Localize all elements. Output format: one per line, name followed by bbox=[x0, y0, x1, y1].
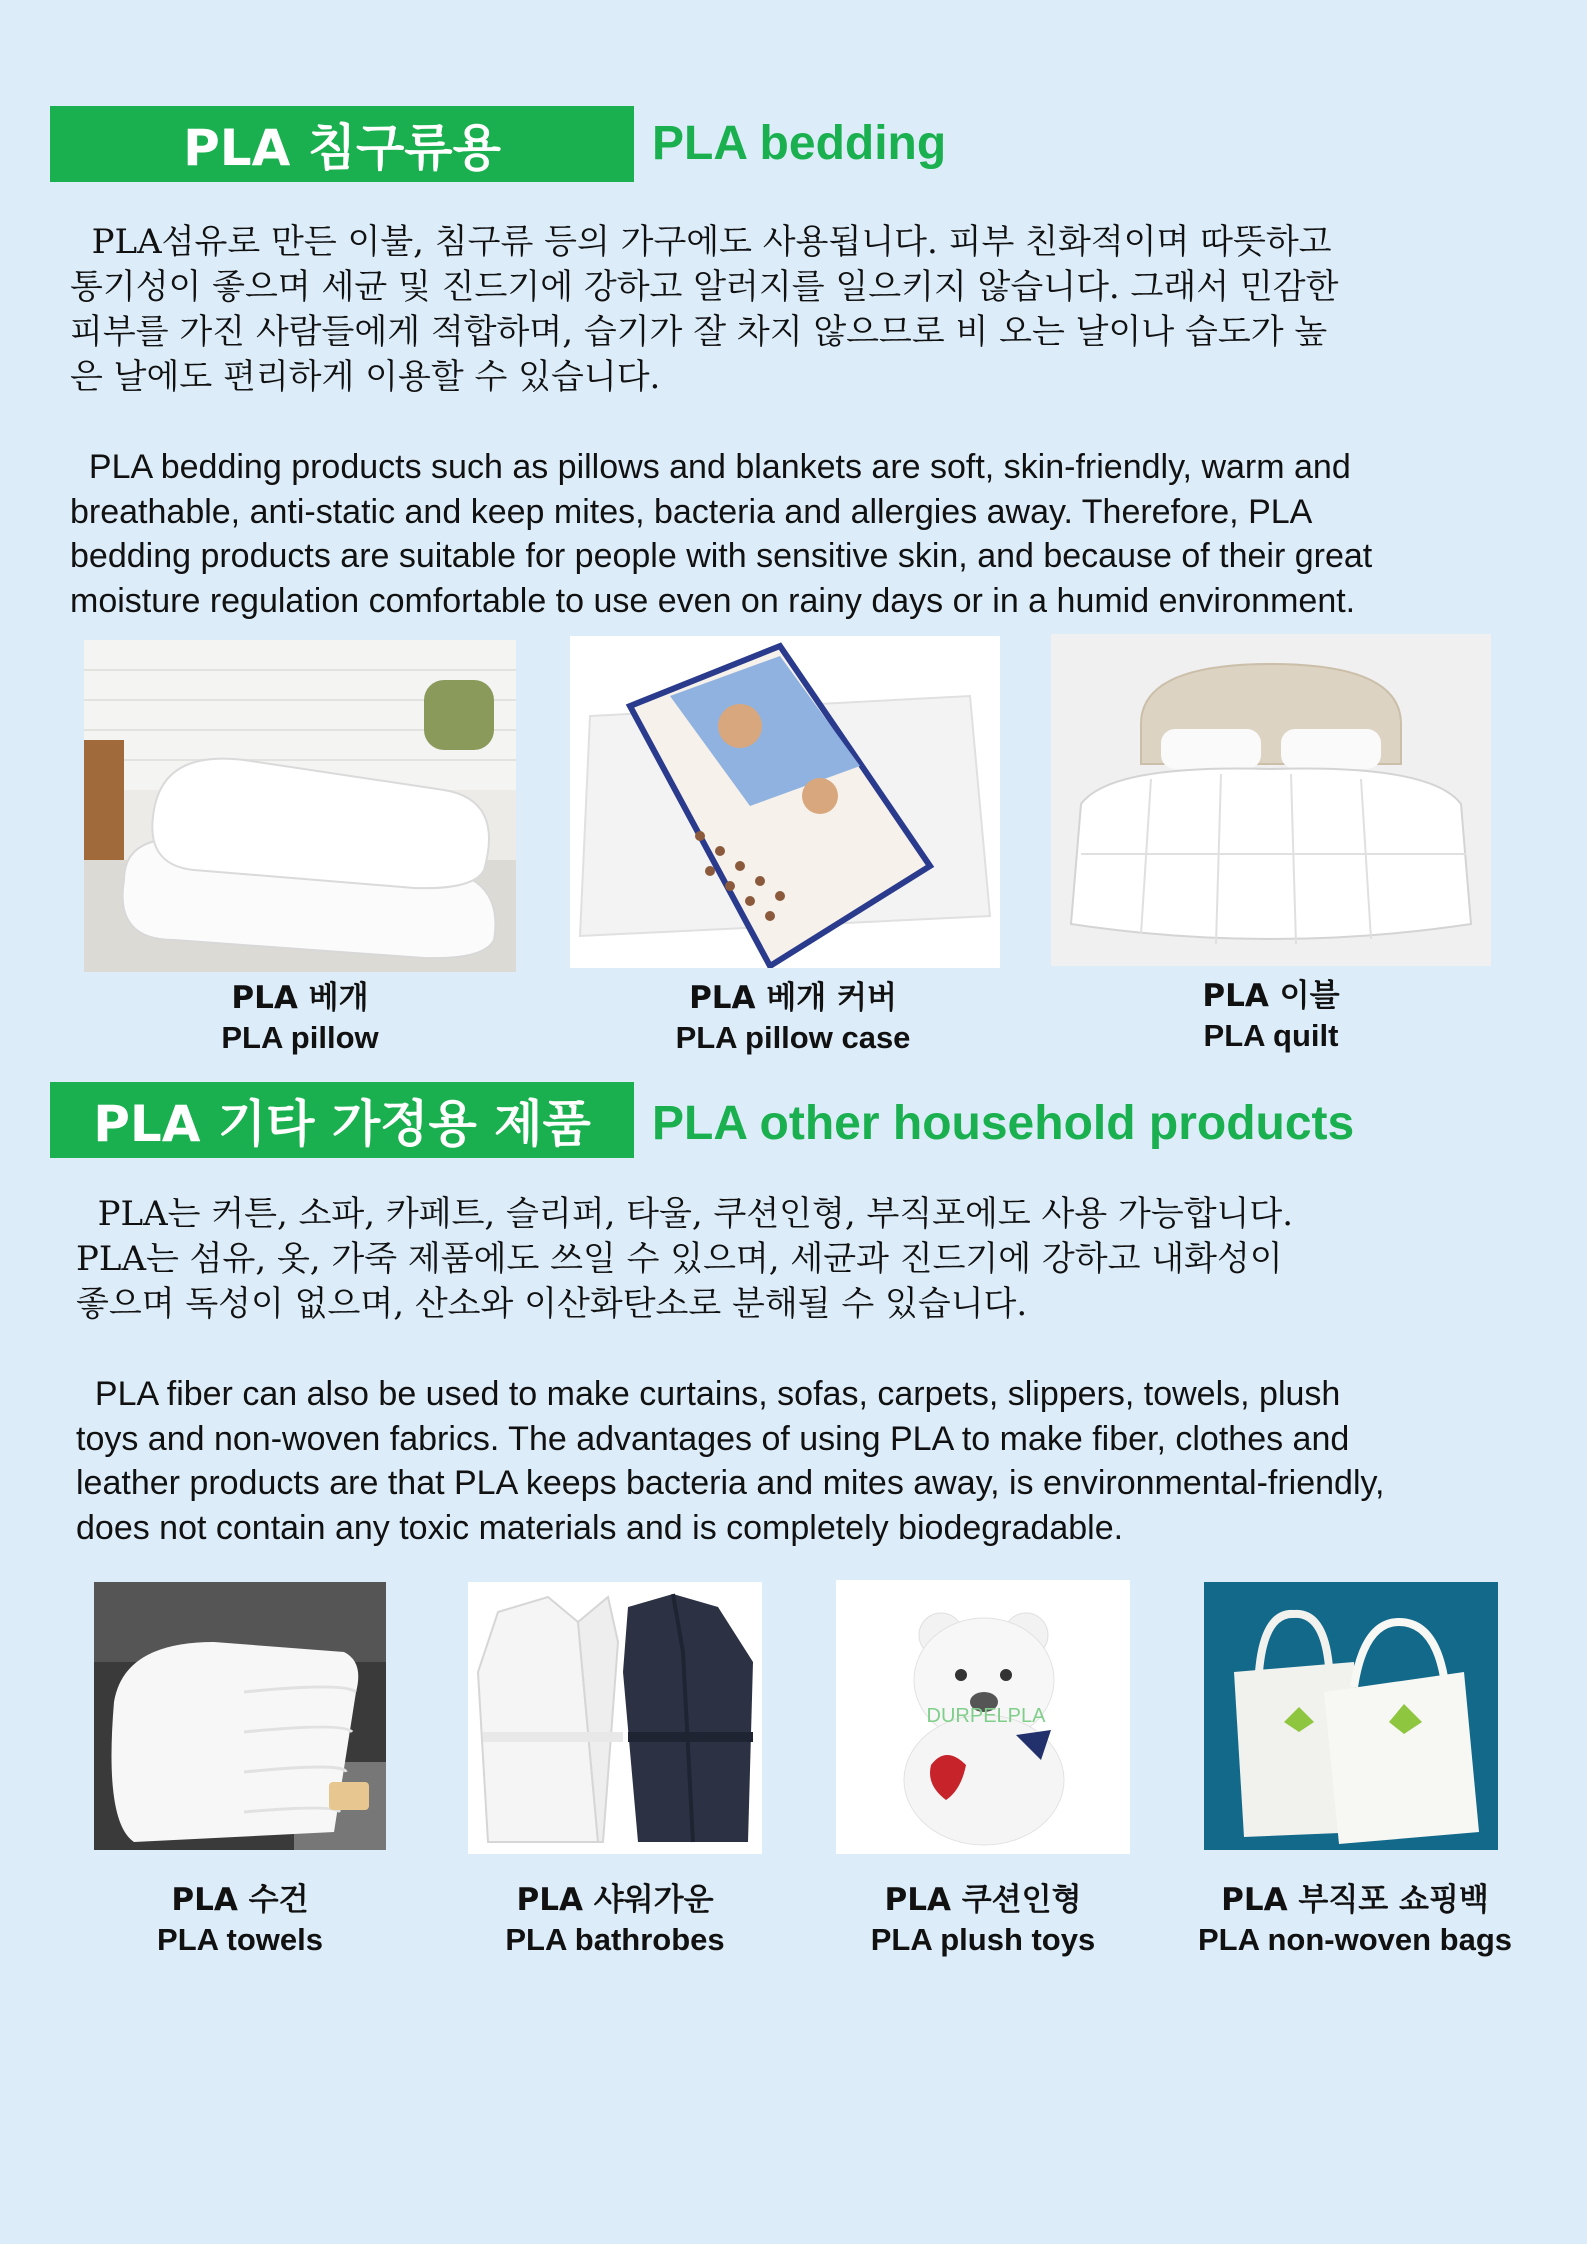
quilt-image bbox=[1051, 634, 1491, 966]
caption-pillow-en: PLA pillow bbox=[221, 1020, 379, 1055]
bathrobes-image bbox=[468, 1582, 762, 1854]
non-woven-bags-image bbox=[1204, 1582, 1498, 1850]
section-title-household-kr: PLA 기타 가정용 제품 bbox=[50, 1082, 634, 1158]
household-paragraph-kr: PLA는 커튼, 소파, 카페트, 슬리퍼, 타울, 쿠션인형, 부직포에도 사용 가능합니다. PLA는 섬유, 옷, 가죽 제품에도 쓰일 수 있으며, 세균과 진드기에 강하고 내화성이 좋으며 독성이 없으며, 산소와 이산화탄소로 분해될 수 있습니다. bbox=[76, 1194, 1294, 1324]
caption-quilt-kr: PLA 이블 bbox=[1202, 978, 1340, 1014]
caption-non-woven-bags-kr: PLA 부직포 쇼핑백 bbox=[1221, 1882, 1489, 1918]
pillow-image bbox=[84, 640, 516, 972]
caption-towels bbox=[94, 1880, 386, 1960]
caption-non-woven-bags bbox=[1190, 1880, 1520, 1960]
caption-bathrobes bbox=[468, 1880, 762, 1960]
caption-towels-en: PLA towels bbox=[157, 1922, 323, 1957]
bedding-paragraph-en: PLA bedding products such as pillows and blankets are soft, skin-friendly, warm and breathable, anti-static and keep mites, bacteria and allergies away. Therefore, PLA bedding products are suitable for people with sensitive skin, and because of their great moisture regulation comfortable to use even on rainy days or in a humid environment. bbox=[70, 448, 1373, 620]
bedding-paragraph-kr: PLA섬유로 만든 이불, 침구류 등의 가구에도 사용됩니다. 피부 친화적이며 따뜻하고 통기성이 좋으며 세균 및 진드기에 강하고 알러지를 일으키지 않습니다. 그래서 민감한 피부를 가진 사람들에게 적합하며, 습기가 잘 차지 않으므로 비 오는 날이나 습도가 높 은 날에도 편리하게 이용할 수 있습니다. bbox=[70, 222, 1339, 397]
caption-plush-toys-en: PLA plush toys bbox=[870, 1922, 1096, 1957]
caption-pillow-kr: PLA 베개 bbox=[231, 980, 369, 1016]
watermark-text: DURPELPLA bbox=[926, 1705, 1046, 1727]
pillow-case-image bbox=[570, 636, 1000, 968]
caption-pillow-case-kr: PLA 베개 커버 bbox=[689, 980, 897, 1016]
plush-toy-image bbox=[836, 1580, 1130, 1854]
caption-bathrobes-en: PLA bathrobes bbox=[505, 1922, 725, 1957]
caption-plush-toys bbox=[836, 1880, 1130, 1960]
section-title-bedding-kr: PLA 침구류용 bbox=[50, 106, 634, 182]
caption-pillow-case bbox=[570, 978, 1016, 1058]
caption-plush-toys-kr: PLA 쿠션인형 bbox=[884, 1882, 1082, 1918]
section-title-household-en: PLA other household products bbox=[652, 1097, 1355, 1150]
caption-quilt-en: PLA quilt bbox=[1203, 1018, 1339, 1053]
caption-pillow-case-en: PLA pillow case bbox=[675, 1020, 911, 1055]
household-paragraph-en: PLA fiber can also be used to make curtains, sofas, carpets, slippers, towels, plush toys and non-woven fabrics. The advantages of using PLA to make fiber, clothes and leather products are that PLA keeps bacteria and mites away, is environmental-friendly, does not contain any toxic materials and is completely biodegradable. bbox=[76, 1375, 1385, 1547]
caption-quilt bbox=[1051, 976, 1491, 1056]
caption-non-woven-bags-en: PLA non-woven bags bbox=[1197, 1922, 1513, 1957]
caption-bathrobes-kr: PLA 샤워가운 bbox=[516, 1882, 714, 1918]
towels-image bbox=[94, 1582, 386, 1850]
caption-pillow bbox=[84, 978, 516, 1058]
section-title-bedding-en: PLA bedding bbox=[652, 117, 947, 170]
caption-towels-kr: PLA 수건 bbox=[171, 1882, 309, 1918]
